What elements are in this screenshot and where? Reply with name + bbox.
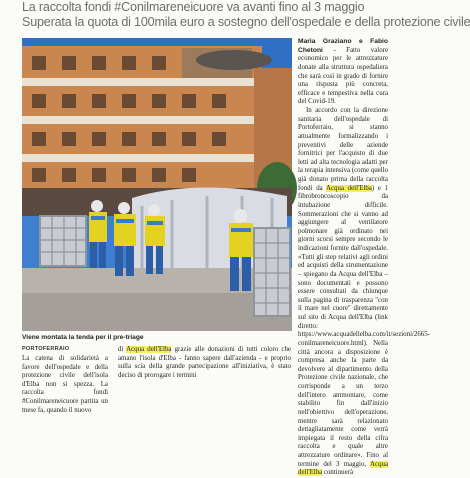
article-column-middle	[118, 346, 291, 380]
middle-column-text: di Acqua dell'Elba grazie alle donazioni di tutti coloro che amano l'isola d'Elba - fanno sapere dall'azienda - e proprio sulla scia della grande partecipazione all'iniziativa, è stato deciso di prorogare i termini	[118, 346, 291, 379]
dateline: PORTOFERRAIO	[22, 346, 70, 352]
headline-line-2: Superata la quota di 100mila euro a sostegno dell'ospedale e della protezione civile	[22, 15, 470, 29]
article-column-right	[298, 38, 430, 477]
highlight-acqua-elba: Acqua dell'Elba	[326, 184, 372, 192]
photo-caption: Viene montata la tenda per il pre-triage	[22, 334, 144, 341]
headline	[22, 0, 470, 30]
left-column-text: La catena di solidarietà a favore dell'ospedale e della protezione civile dell'isola d'Elba non si spezza. La raccolta fondi #Conilmareneicuore partita un mese fa, quando il nuovo	[22, 355, 108, 414]
highlight-acqua-elba: Acqua dell'Elba	[126, 346, 172, 353]
article-authors: Maria Graziano e Fabio Chetoni	[298, 38, 388, 54]
right-column-intro: Maria Graziano e Fabio Chetoni - Fatto valore economico per le attrezzature donate alla struttura ospedaliera che sarà così in grado di fornire una risposta più concreta, efficace e tempestiva nella cura del Covid-19.	[298, 38, 388, 106]
article-photo	[22, 38, 292, 331]
headline-line-1: La raccolta fondi #Conilmareneicuore va avanti fino al 3 maggio	[22, 0, 365, 14]
highlight-acqua-elba: Acqua dell'Elba	[298, 460, 389, 477]
right-column-body: In accordo con la direzione sanitaria dell'ospedale di Portoferraio, si stanno attualmente formalizzando i preventivi delle aziende fornitrici per l'acquisto di due letti ad alta tecnologia adatti per la terapia intensiva (come quello già donato prima della raccolta fondi da Acqua dell'Elba) e 1 fibrobroncoscopio da intubazione difficile. Sommerazioni che si vanno ad aggiungere al ventilatore polmonare già ordinato nei giorni scorsi sempre secondo le indicazioni fornite dall'ospedale. «Tutti gli step relativi agli ordini ed acquisti della strumentazione – spiegano da Acqua dell'Elba – sono documentati e possono essere consultati da chiunque sulla pagina di trasparenza "con il mare nel cuore" direttamente sul sito di Acqua dell'Elba (link diretto: https://www.acquadellelba.com/it/sezioni/2665-conilmareneicuore.html). Nella città ancora a disposizione è compresa anche la parte da devolvere al dipartimento della Protezione civile nazionale, che corrisponde a un terzo dell'intero ammontare, come stabilito fin dall'inizio nell'obiettivo dell'operazione, mentre sarà relazionato dettagliatamente come verrà impiegata il resto della cifra raccolta e quale altre attrezzature ordinare». Fino al termine del 3 maggio, Acqua dell'Elba continuerà	[298, 107, 430, 477]
article-column-left	[22, 355, 108, 415]
